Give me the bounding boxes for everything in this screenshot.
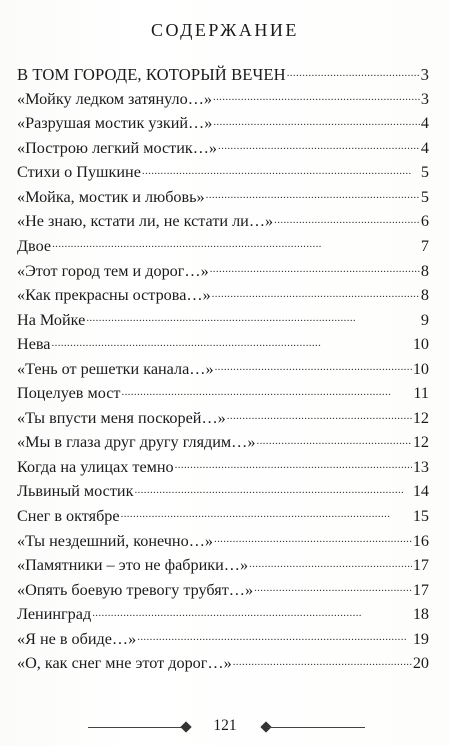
toc-entry-title: Двое [17,237,52,256]
toc-entry-title: Поцелуев мост [17,384,121,403]
page-number: 121 [213,717,237,734]
toc-entry-page: 13 [412,457,429,476]
toc-entry-page: 8 [420,261,429,280]
toc-entry [17,652,429,677]
footer-diamond-icon-left [180,721,191,732]
toc-entry-title: «Разрушая мостик узкий…» [17,114,213,133]
toc-entry-page: 3 [420,64,429,84]
toc-entry-page: 19 [412,629,429,648]
toc-entry [17,284,429,309]
toc-entry [17,529,429,554]
toc-entry-title: «О, как снег мне этот дорог…» [17,654,232,673]
toc-entry-page: 16 [412,531,429,550]
toc-entry-title: «Ты впусти меня поскорей…» [17,408,226,427]
toc-entry [17,259,429,284]
toc-entry-title: Львиный мостик [17,482,134,501]
toc-entry-page: 7 [420,237,429,256]
toc-entry-page: 8 [420,286,429,305]
toc-entry [17,431,429,456]
toc-entry-title: «Мойку ледком затянуло…» [17,89,212,108]
contents-heading: СОДЕРЖАНИЕ [151,20,299,40]
toc-dot-leader [274,210,420,226]
toc-entry [17,161,429,186]
toc-entry-title: «Мойка, мостик и любовь» [17,187,205,206]
toc-section-heading [17,63,429,88]
toc-entry [17,186,429,211]
toc-entry-page: 10 [412,359,429,378]
toc-entry-page: 5 [420,163,429,182]
toc-dot-leader [86,308,420,324]
toc-dot-leader [215,358,412,374]
toc-entry [17,603,429,628]
toc-dot-leader [249,554,412,570]
toc-dot-leader [210,259,420,275]
toc-dot-leader [52,235,420,251]
toc-entry-page: 5 [420,187,429,206]
toc-entry-title: Стихи о Пушкине [17,163,141,182]
toc-dot-leader [137,628,412,644]
toc-entry-title: Когда на улицах темно [17,457,174,476]
toc-dot-leader [212,284,420,300]
toc-dot-leader [218,137,420,153]
footer-ornament-line-left [88,727,185,728]
toc-entry-title: «Как прекрасны острова…» [17,286,211,305]
toc-entry-title: На Мойке [17,310,86,329]
toc-entry-title: «Я не в обиде…» [17,629,137,648]
footer-ornament-line-right [268,727,365,728]
toc-entry [17,137,429,162]
toc-dot-leader [233,652,412,668]
toc-dot-leader [134,480,411,496]
toc-entry-title: «Мы в глаза друг другу глядим…» [17,433,256,452]
toc-dot-leader [213,88,420,104]
toc-dot-leader [213,112,420,128]
toc-entry-title: «Опять боевую тревогу трубят…» [17,580,254,599]
toc-entry-page: 11 [413,384,429,403]
toc-entry-page: 15 [412,507,429,526]
toc-entry-title: «Построю легкий мостик…» [17,138,218,157]
toc-dot-leader [214,529,412,545]
toc-entry-page: 17 [412,580,429,599]
toc-entry [17,112,429,137]
toc-entry-page: 3 [420,89,429,108]
toc-entry [17,88,429,113]
toc-entry [17,505,429,530]
toc-entry [17,235,429,260]
toc-dot-leader [142,161,420,177]
page-footer [0,717,450,737]
toc-entry [17,333,429,358]
toc-entry-title: Снег в октябре [17,507,120,526]
toc-entry [17,407,429,432]
toc-dot-leader [52,333,412,349]
toc-entry [17,210,429,235]
toc-entry [17,554,429,579]
toc-entry-title: «Тень от решетки канала…» [17,359,214,378]
toc-dot-leader [227,407,412,423]
toc-entry-page: 10 [412,335,429,354]
toc-entry [17,456,429,481]
toc-entry-title: В ТОМ ГОРОДЕ, КОТОРЫЙ ВЕЧЕН [17,64,286,84]
toc-entry-page: 14 [412,482,429,501]
toc-entry-page: 4 [420,138,429,157]
toc-entry [17,382,429,407]
toc-entry-title: «Ты нездешний, конечно…» [17,531,213,550]
toc-dot-leader [254,578,412,594]
toc-dot-leader [287,63,420,80]
table-of-contents [17,63,429,677]
toc-dot-leader [175,456,412,472]
toc-entry-title: Нева [17,335,51,354]
toc-entry-title: «Этот город тем и дорог…» [17,261,209,280]
toc-dot-leader [206,186,420,202]
toc-entry [17,358,429,383]
toc-dot-leader [256,431,411,447]
toc-entry-title: Ленинград [17,605,92,624]
toc-entry [17,628,429,653]
toc-dot-leader [92,603,412,619]
toc-entry [17,578,429,603]
toc-dot-leader [121,382,412,398]
toc-entry-page: 20 [412,654,429,673]
toc-entry-page: 12 [412,408,429,427]
toc-entry-page: 6 [420,212,429,231]
toc-entry-title: «Не знаю, кстати ли, не кстати ли…» [17,212,274,231]
toc-entry [17,308,429,333]
toc-entry-page: 4 [420,114,429,133]
toc-dot-leader [121,505,412,521]
toc-entry-page: 17 [412,556,429,575]
toc-entry-title: «Памятники – это не фабрики…» [17,556,249,575]
toc-entry-page: 9 [420,310,429,329]
toc-entry [17,480,429,505]
toc-entry-page: 12 [412,433,429,452]
toc-entry-page: 18 [412,605,429,624]
